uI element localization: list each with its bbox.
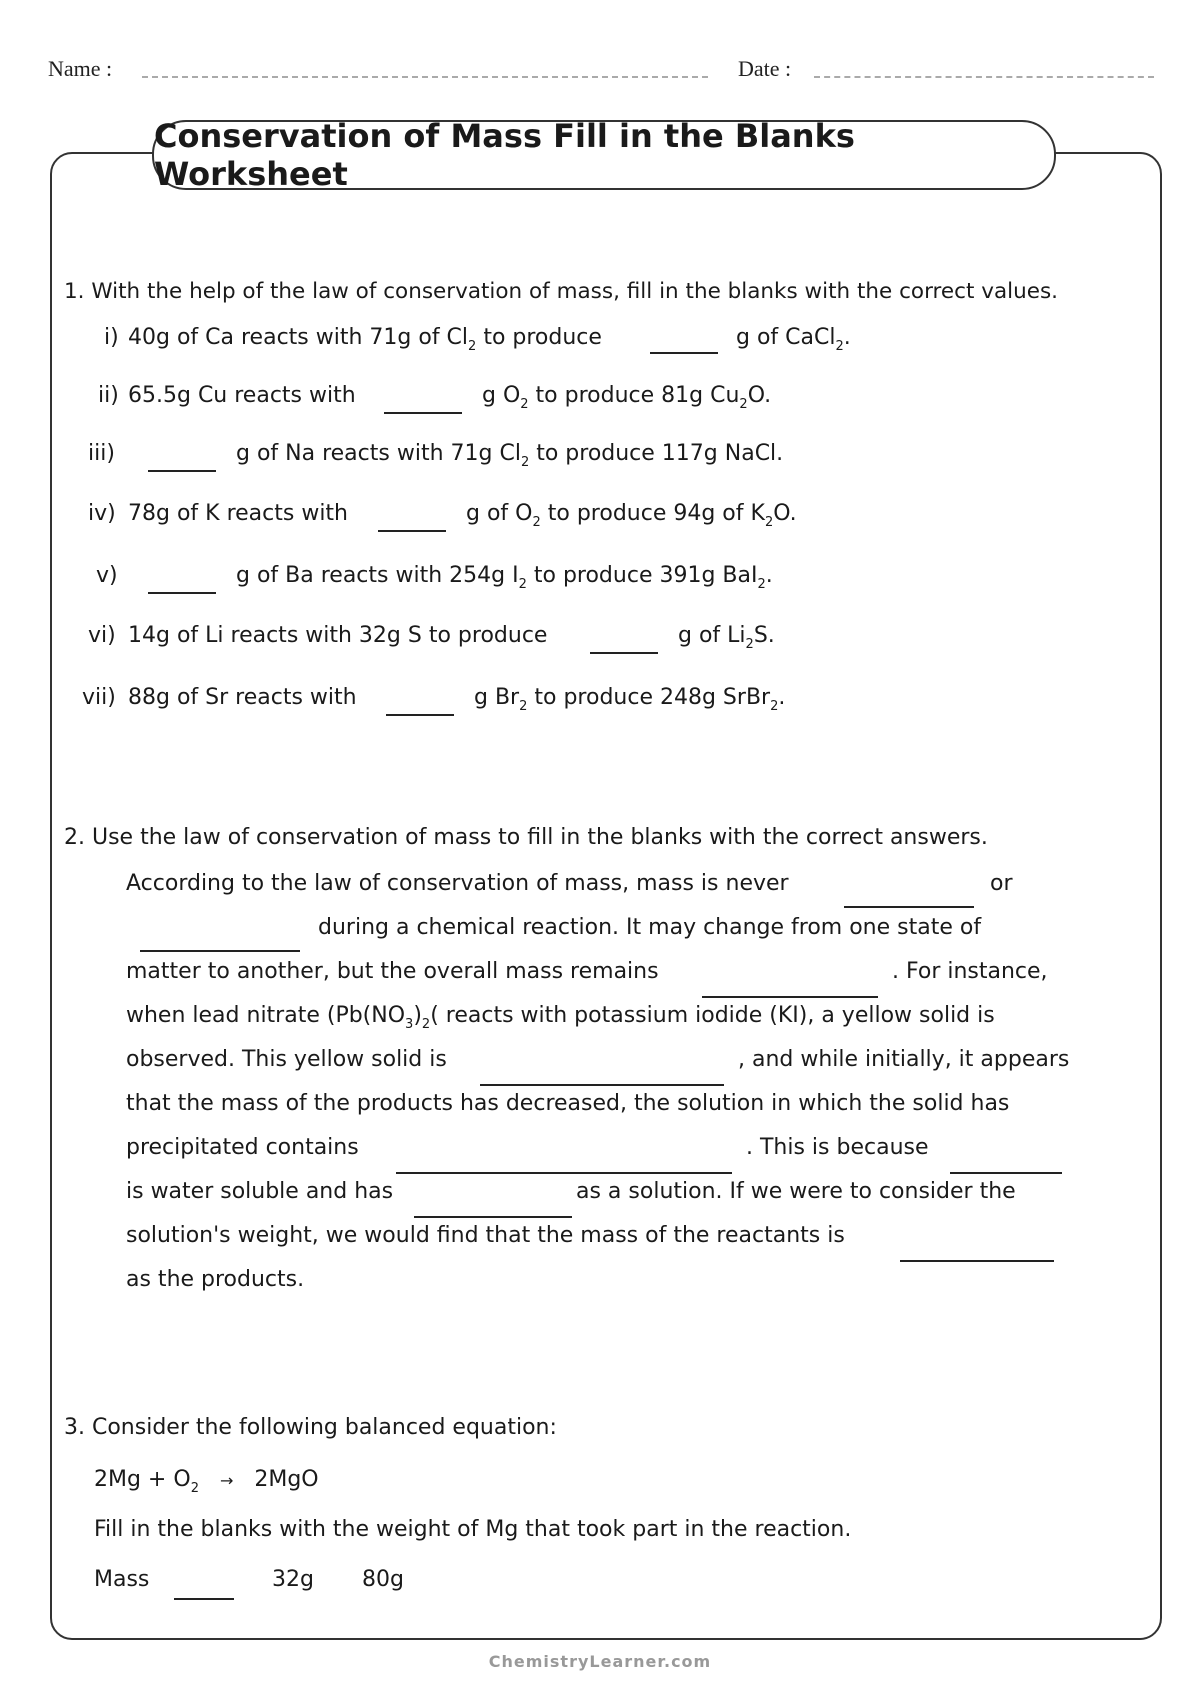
answer-blank[interactable] bbox=[950, 1172, 1062, 1174]
page-title: Conservation of Mass Fill in the Blanks Worksheet bbox=[154, 117, 855, 193]
date-line[interactable] bbox=[814, 76, 1154, 78]
answer-blank[interactable] bbox=[148, 470, 216, 472]
answer-blank[interactable] bbox=[590, 652, 658, 654]
q2-text: , and while initially, it appears bbox=[738, 1047, 1070, 1072]
q1-item-num: vii) bbox=[82, 685, 116, 710]
name-label: Name : bbox=[48, 56, 113, 81]
q1-item-text-2: g of $Li_2S$. bbox=[678, 623, 775, 652]
q2-text: as the products. bbox=[126, 1267, 305, 1292]
q1-item-num: iii) bbox=[88, 441, 115, 466]
q2-text: observed. This yellow solid is bbox=[126, 1047, 447, 1072]
q1-item-text-2: g of $O_2$ to produce 94g of $K_2O$. bbox=[466, 501, 797, 530]
q3-equation: $2Mg + O_2$ → 2MgO bbox=[94, 1467, 319, 1496]
q2-text: . For instance, bbox=[892, 959, 1048, 984]
q2-text: during a chemical reaction. It may change from one state of bbox=[318, 915, 982, 940]
footer-brand: ChemistryLearner.com bbox=[488, 1652, 712, 1671]
q2-prompt: 2. Use the law of conservation of mass to fill in the blanks with the correct answers. bbox=[64, 825, 988, 850]
q2-text: is water soluble and has bbox=[126, 1179, 394, 1204]
q1-prompt: 1. With the help of the law of conservation of mass, fill in the blanks with the correct values. bbox=[64, 279, 1058, 304]
q2-text: . This is because bbox=[746, 1135, 929, 1160]
q3-value: 32g bbox=[272, 1567, 314, 1592]
answer-blank[interactable] bbox=[148, 592, 216, 594]
answer-blank[interactable] bbox=[396, 1172, 732, 1174]
q1-item-num: vi) bbox=[88, 623, 116, 648]
answer-blank[interactable] bbox=[140, 950, 300, 952]
q1-item-text-2: g of Na reacts with 71g $Cl_2$ to produce 117g NaCl. bbox=[236, 441, 784, 470]
q1-item-text: 78g of K reacts with bbox=[128, 501, 348, 526]
answer-blank[interactable] bbox=[174, 1598, 234, 1600]
q1-item-text: 40g of Ca reacts with 71g of $Cl_2$ to produce bbox=[128, 325, 602, 354]
answer-blank[interactable] bbox=[480, 1084, 724, 1086]
q2-text: solution's weight, we would find that the mass of the reactants is bbox=[126, 1223, 845, 1248]
arrow-icon: → bbox=[219, 1471, 234, 1490]
q1-item-text-2: g of Ba reacts with 254g $I_2$ to produce 391g BaI$_2$. bbox=[236, 563, 773, 592]
q3-instruction: Fill in the blanks with the weight of Mg that took part in the reaction. bbox=[94, 1517, 852, 1542]
q1-item-text-2: g $O_2$ to produce 81g $Cu_2O$. bbox=[482, 383, 772, 412]
name-line[interactable] bbox=[142, 76, 708, 78]
q1-item-text-2: g $Br_2$ to produce 248g SrBr$_2$. bbox=[474, 685, 786, 714]
title-banner bbox=[152, 117, 1056, 193]
q2-text: or bbox=[990, 871, 1013, 896]
answer-blank[interactable] bbox=[386, 714, 454, 716]
answer-blank[interactable] bbox=[414, 1216, 572, 1218]
answer-blank[interactable] bbox=[844, 906, 974, 908]
date-label: Date : bbox=[738, 56, 792, 81]
q3-value: 80g bbox=[362, 1567, 404, 1592]
answer-blank[interactable] bbox=[900, 1260, 1054, 1262]
q1-item-num: ii) bbox=[98, 383, 119, 408]
q2-text: that the mass of the products has decreased, the solution in which the solid has bbox=[126, 1091, 1010, 1116]
q1-item-num: i) bbox=[104, 325, 119, 350]
answer-blank[interactable] bbox=[384, 412, 462, 414]
q1-item-text: 65.5g Cu reacts with bbox=[128, 383, 356, 408]
q1-item-num: iv) bbox=[88, 501, 116, 526]
q2-text: matter to another, but the overall mass remains bbox=[126, 959, 659, 984]
q1-item-num: v) bbox=[96, 563, 118, 588]
q3-prompt: 3. Consider the following balanced equation: bbox=[64, 1415, 557, 1440]
answer-blank[interactable] bbox=[702, 996, 878, 998]
answer-blank[interactable] bbox=[650, 352, 718, 354]
q1-item-text: 88g of Sr reacts with bbox=[128, 685, 357, 710]
q2-text: when lead nitrate ($Pb(NO_3)_2$( reacts with potassium iodide (KI), a yellow solid is bbox=[126, 1003, 995, 1032]
q1-item-text: 14g of Li reacts with 32g S to produce bbox=[128, 623, 548, 648]
answer-blank[interactable] bbox=[378, 530, 446, 532]
q3-mass-label: Mass bbox=[94, 1567, 150, 1592]
q2-text: as a solution. If we were to consider the bbox=[576, 1179, 1016, 1204]
q2-text: According to the law of conservation of mass, mass is never bbox=[126, 871, 789, 896]
q1-item-text-2: g of CaCl$_2$. bbox=[736, 325, 851, 354]
q2-text: precipitated contains bbox=[126, 1135, 359, 1160]
